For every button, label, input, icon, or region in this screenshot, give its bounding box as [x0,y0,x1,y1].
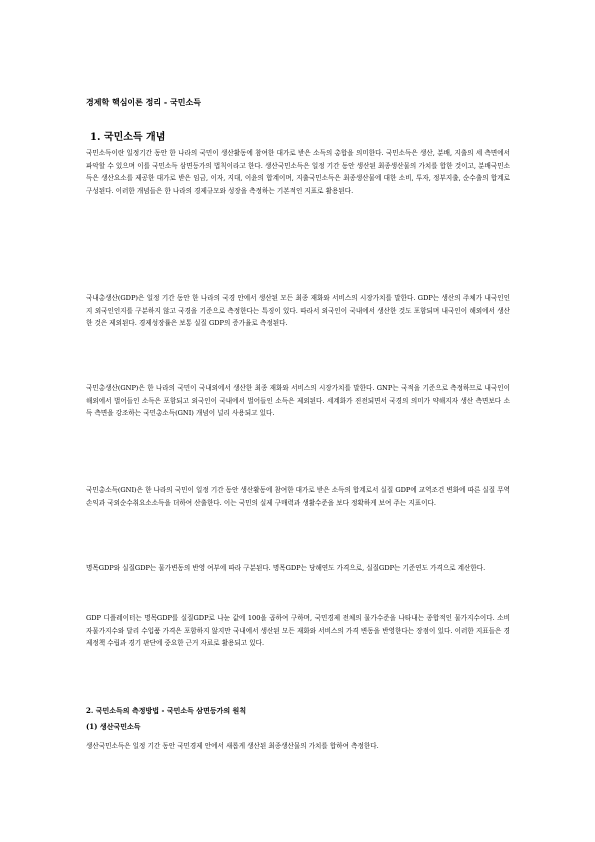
section-2-title: 2. 국민소득의 측정방법 - 국민소득 삼면등가의 원칙 [86,706,247,715]
paragraph-3: 국민총생산(GNP)은 한 나라의 국민이 국내외에서 생산한 최종 재화와 서비스의 시장가치를 말한다. GNP는 국적을 기준으로 측정하므로 내국인이 해외에서 벌어들인 소득은 포함되고 외국인이 국내에서 벌어들인 소득은 제외된다. 세계화가 진전되면서 국경의 의미가 약해지자 생산 측면보다 소득 측면을 강조하는 국민총소득(GNI) 개념이 널리 사용되고 있다. [86,384,510,418]
paragraph-6: GDP 디플레이터는 명목GDP를 실질GDP로 나눈 값에 100을 곱하여 구하며, 국민경제 전체의 물가수준을 나타내는 종합적인 물가지수이다. 소비자물가지수와 달리 수입품 가격은 포함하지 않지만 국내에서 생산된 모든 재화와 서비스의 가격 변동을 반영한다는 장점이 있다. 이러한 지표들은 경제정책 수립과 경기 판단에 중요한 근거 자료로 활용되고 있다. [86,614,510,648]
paragraph-1: 국민소득이란 일정기간 동안 한 나라의 국민이 생산활동에 참여한 대가로 받은 소득의 총합을 의미한다. 국민소득은 생산, 분배, 지출의 세 측면에서 파악할 수 있으며 이를 국민소득 삼면등가의 법칙이라고 한다. 생산국민소득은 일정 기간 동안 생산된 최종생산물의 가치를 합한 것이고, 분배국민소득은 생산요소를 제공한 대가로 받은 임금, 이자, 지대, 이윤의 합계이며, 지출국민소득은 최종생산물에 대한 소비, 투자, 정부지출, 순수출의 합계로 구성된다. 이러한 개념들은 한 나라의 경제규모와 성장을 측정하는 기본적인 지표로 활용된다. [86,149,510,196]
subsection-title: (1) 생산국민소득 [86,722,141,731]
paragraph-5: 명목GDP와 실질GDP는 물가변동의 반영 여부에 따라 구분된다. 명목GDP는 당해연도 가격으로, 실질GDP는 기준연도 가격으로 계산한다. [86,564,486,572]
paragraph-7: 생산국민소득은 일정 기간 동안 국민경제 안에서 새롭게 생산된 최종생산물의 가치를 합하여 측정한다. [86,742,379,750]
paragraph-4: 국민총소득(GNI)은 한 나라의 국민이 일정 기간 동안 생산활동에 참여한 대가로 받은 소득의 합계로서 실질 GDP에 교역조건 변화에 따른 실질 무역손익과 국외순수취요소소득을 더하여 산출한다. 이는 국민의 실제 구매력과 생활수준을 보다 정확하게 보여 주는 지표이다. [86,486,510,507]
running-header: 경제학 핵심이론 정리 - 국민소득 [86,97,201,107]
section-heading: 1. 국민소득 개념 [90,132,166,143]
paragraph-2: 국내총생산(GDP)은 일정 기간 동안 한 나라의 국경 안에서 생산된 모든 최종 재화와 서비스의 시장가치를 말한다. GDP는 생산의 주체가 내국인인지 외국인인지를 구분하지 않고 국경을 기준으로 측정한다는 특징이 있다. 따라서 외국인이 국내에서 생산한 것도 포함되며 내국인이 해외에서 생산한 것은 제외된다. 경제성장률은 보통 실질 GDP의 증가율로 측정된다. [86,294,510,328]
